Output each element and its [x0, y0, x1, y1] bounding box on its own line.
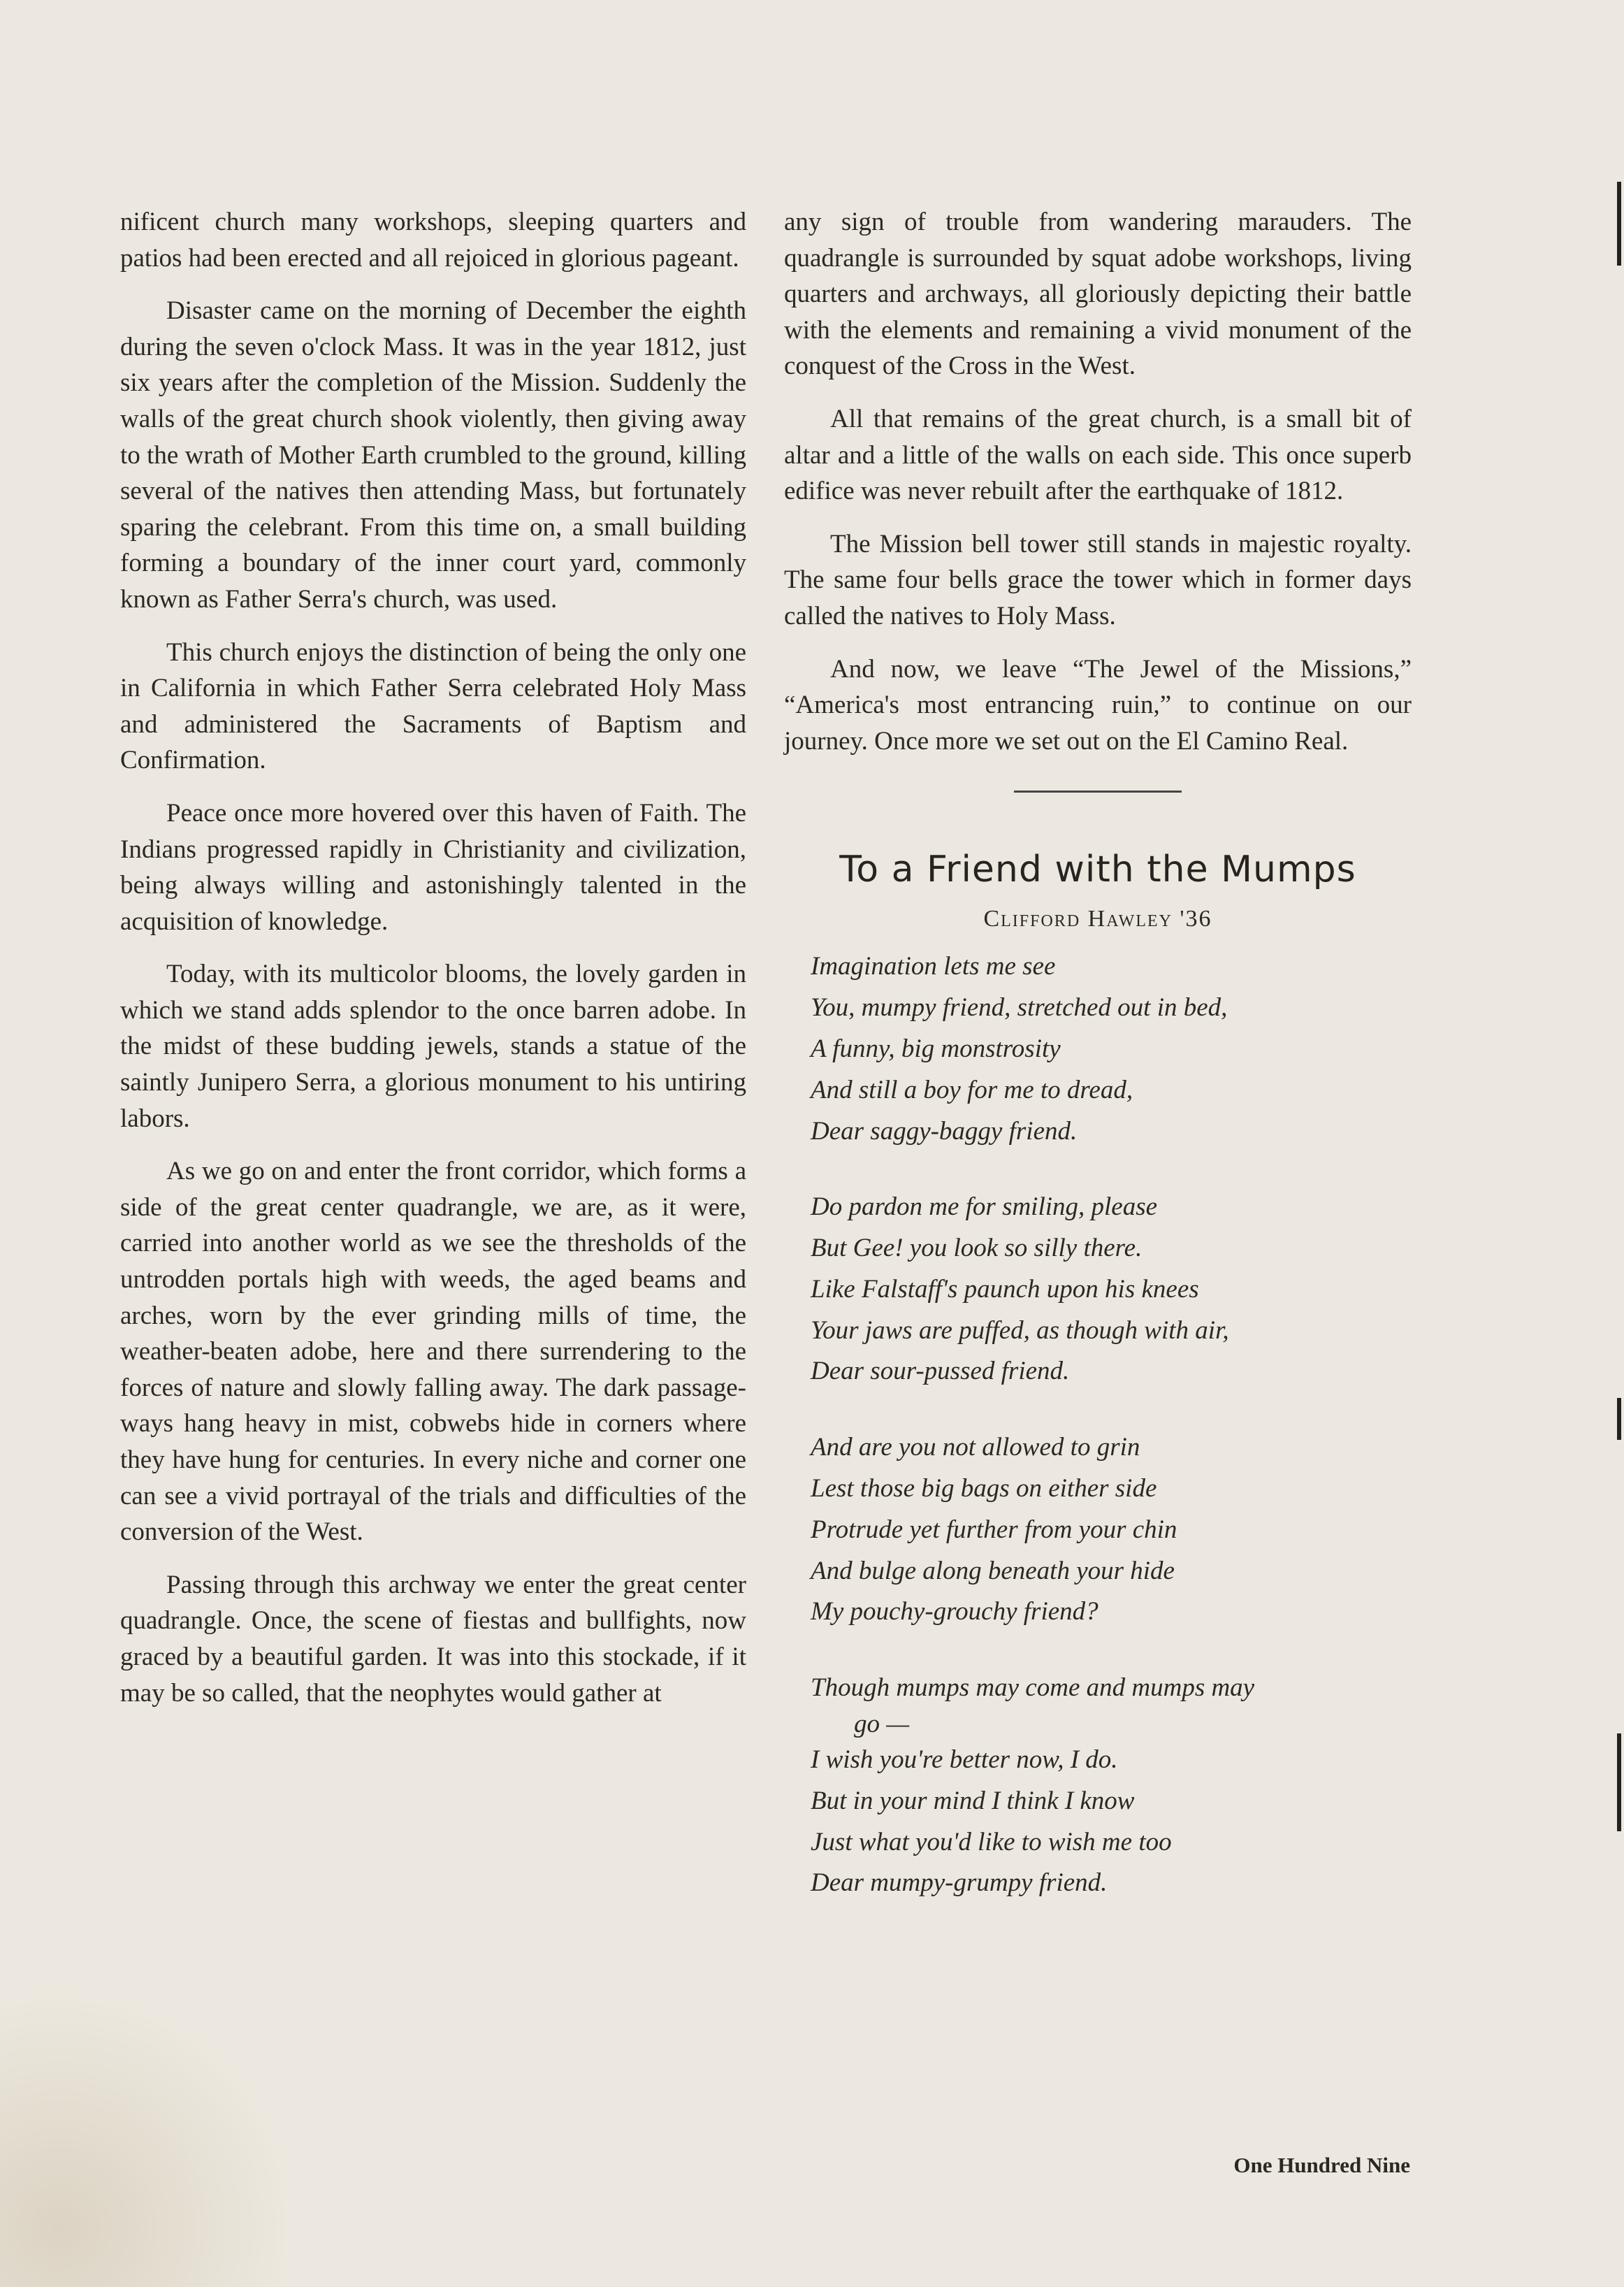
right-paragraph: any sign of trouble from wandering marauders. The quadrangle is surrounded by squat adobe workshops, living quarters and archways, all gloriously depicting their battle with the elements and remaining a vivid monument of the conquest of the Cross in the West.	[784, 208, 1412, 381]
poem-stanza	[811, 946, 1412, 1152]
poem-line: Protrude yet further from your chin	[811, 1515, 1177, 1544]
section-divider	[1014, 791, 1182, 793]
poem-stanza	[811, 1427, 1412, 1633]
poem-line: Your jaws are puffed, as though with air,	[811, 1315, 1229, 1345]
left-paragraph: Passing through this archway we enter the great center quadrangle. Once, the scene of fiestas and bullfights, now graced by a beautiful garden. It was into this stockade, if it may be so called, that the neophytes would gather at	[120, 1570, 746, 1708]
poem-line: But Gee! you look so silly there.	[811, 1234, 1143, 1263]
left-paragraph: nificent church many workshops, sleeping quarters and patios had been erected and all rejoiced in glorious pageant.	[120, 208, 746, 273]
poem-body	[784, 946, 1412, 1904]
poem-title: To a Friend with the Mumps	[839, 849, 1356, 891]
left-column	[120, 204, 746, 1711]
poem-line: And are you not allowed to grin	[811, 1433, 1140, 1462]
poem-line: But in your mind I think I know	[811, 1786, 1135, 1815]
right-paragraph: All that remains of the great church, is a small bit of altar and a little of the walls on each side. This once superb edifice was never rebuilt after the earthquake of 1812.	[784, 404, 1412, 506]
page-edge-mark	[1617, 1398, 1621, 1440]
poem-line: Dear mumpy-grumpy friend.	[811, 1868, 1108, 1898]
right-paragraph: And now, we leave “The Jewel of the Missions,” “America's most entrancing ruin,” to continue on our journey. Once more we set out on the El Camino Real.	[784, 654, 1412, 756]
left-paragraph: Today, with its multicolor blooms, the lovely garden in which we stand adds splendor to the once barren adobe. In the midst of these budding jewels, stands a statue of the saintly Junipero Serra, a glorious monument to his untiring labors.	[120, 960, 746, 1133]
paper-stain	[0, 1992, 293, 2287]
page-edge-mark	[1617, 182, 1621, 266]
poem-line: Imagination lets me see	[811, 952, 1056, 981]
poem-line: Dear sour-pussed friend.	[811, 1357, 1070, 1386]
poem-line: And still a boy for me to dread,	[811, 1075, 1133, 1104]
left-paragraph: Peace once more hovered over this haven of Faith. The Indians progressed rapidly in Christianity and civilization, being always willing and astonishingly talented in the acquisition of knowledge.	[120, 798, 746, 936]
poem-line: Though mumps may come and mumps may	[811, 1673, 1255, 1703]
page-number: One Hundred Nine	[1233, 2153, 1410, 2177]
left-paragraph: As we go on and enter the front corridor, which forms a side of the great center quadrangle, we are, as it were, carried into another world as we see the thresholds of the untrodden portals high with weeds, the aged beams and arches, worn by the ever grinding mills of time, the weather-beaten adobe, here and there surrendering to the forces of nature and slowly falling away. The dark passage-ways hang heavy in mist, cobwebs hide in corners where they have hung for centuries. In every niche and corner one can see a vivid portrayal of the trials and difficulties of the conversion of the West.	[120, 1157, 746, 1547]
poem-line: And bulge along beneath your hide	[811, 1556, 1175, 1585]
poem-line: You, mumpy friend, stretched out in bed,	[811, 993, 1228, 1023]
poem-line: Dear saggy-baggy friend.	[811, 1116, 1078, 1146]
poem-line: Do pardon me for smiling, please	[811, 1192, 1158, 1222]
left-paragraph: Disaster came on the morning of December the eighth during the seven o'clock Mass. It was in the year 1812, just six years after the completion of the Mission. Suddenly the walls of the great church shook violently, then giving away to the wrath of Mother Earth crumbled to the ground, killing several of the natives then attending Mass, but fortunately sparing the celebrant. From this time on, a small building forming a boundary of the inner court yard, commonly known as Father Serra's church, was used.	[120, 296, 746, 614]
poem-line: My pouchy-grouchy friend?	[811, 1597, 1099, 1626]
poem-author: Clifford Hawley '36	[983, 906, 1212, 932]
poem-line: go —	[854, 1710, 910, 1739]
poem-line: Lest those big bags on either side	[811, 1474, 1157, 1503]
left-paragraph: This church enjoys the distinction of being the only one in California in which Father Serra celebrated Holy Mass and administered the Sacraments of Baptism and Confirmation.	[120, 637, 746, 775]
right-column	[784, 204, 1412, 1939]
right-paragraph: The Mission bell tower still stands in majestic royalty. The same four bells grace the tower which in former days called the natives to Holy Mass.	[784, 529, 1412, 630]
poem-stanza	[811, 1668, 1412, 1904]
poem-line: I wish you're better now, I do.	[811, 1745, 1118, 1775]
poem-line: Like Falstaff's paunch upon his knees	[811, 1274, 1199, 1304]
page-edge-mark	[1617, 1733, 1621, 1831]
poem-stanza	[811, 1187, 1412, 1392]
poem-line: A funny, big monstrosity	[811, 1034, 1061, 1063]
poem-line: Just what you'd like to wish me too	[811, 1827, 1172, 1856]
